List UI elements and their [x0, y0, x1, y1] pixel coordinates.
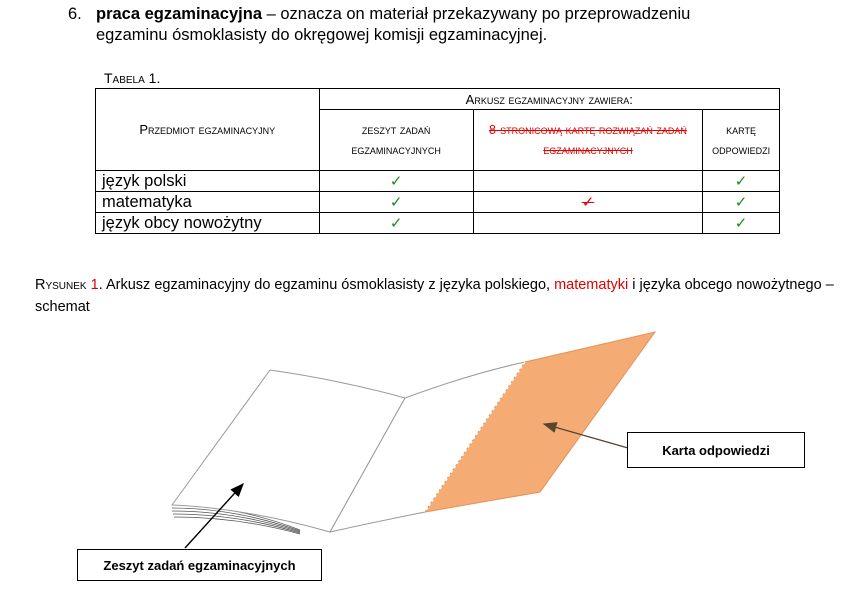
- check-mark-icon: ✓: [703, 192, 780, 213]
- row-subject: język polski: [96, 171, 320, 192]
- item-number: 6.: [68, 5, 82, 23]
- check-mark-icon: ✓: [319, 171, 473, 192]
- check-mark-icon: ✓: [703, 171, 780, 192]
- answer-card-label: Karta odpowiedzi: [627, 432, 805, 468]
- figure-label-word: Rysunek: [35, 277, 87, 293]
- check-mark-icon: ✓: [319, 192, 473, 213]
- struck-check-mark-icon: ✓: [473, 192, 702, 213]
- item-definition-1: – oznacza on materiał przekazywany po przeprowadzeniu: [262, 5, 691, 23]
- figure-text-a: . Arkusz egzaminacyjny do egzaminu ósmoklasisty z języka polskiego,: [98, 277, 555, 293]
- col-header-solution-card: 8-stronicową kartę rozwiązań zadań egzaminacyjnych: [473, 110, 702, 171]
- col-header-booklet: zeszyt zadań egzaminacyjnych: [319, 110, 473, 171]
- figure-text-highlight: matematyki: [554, 277, 629, 293]
- col-header-answer-card: kartę odpowiedzi: [703, 110, 780, 171]
- item-definition-2: egzaminu ósmoklasisty do okręgowej komisji egzaminacyjnej.: [96, 26, 548, 44]
- item-term: praca egzaminacyjna: [96, 5, 262, 23]
- row-subject: język obcy nowożytny: [96, 213, 320, 234]
- table-caption-number: 1.: [144, 70, 161, 86]
- booklet-label: Zeszyt zadań egzaminacyjnych: [77, 549, 322, 581]
- check-mark-icon: ✓: [319, 213, 473, 234]
- figure-label-number: 1: [90, 277, 99, 293]
- table-caption-word: Tabela: [104, 70, 145, 86]
- group-header: Arkusz egzaminacyjny zawiera:: [319, 89, 779, 110]
- subject-header: Przedmiot egzaminacyjny: [96, 89, 320, 171]
- check-mark-icon: ✓: [703, 213, 780, 234]
- figure-text-b: i języka obcego nowożytnego – schemat: [35, 277, 834, 315]
- row-subject: matematyka: [96, 192, 320, 213]
